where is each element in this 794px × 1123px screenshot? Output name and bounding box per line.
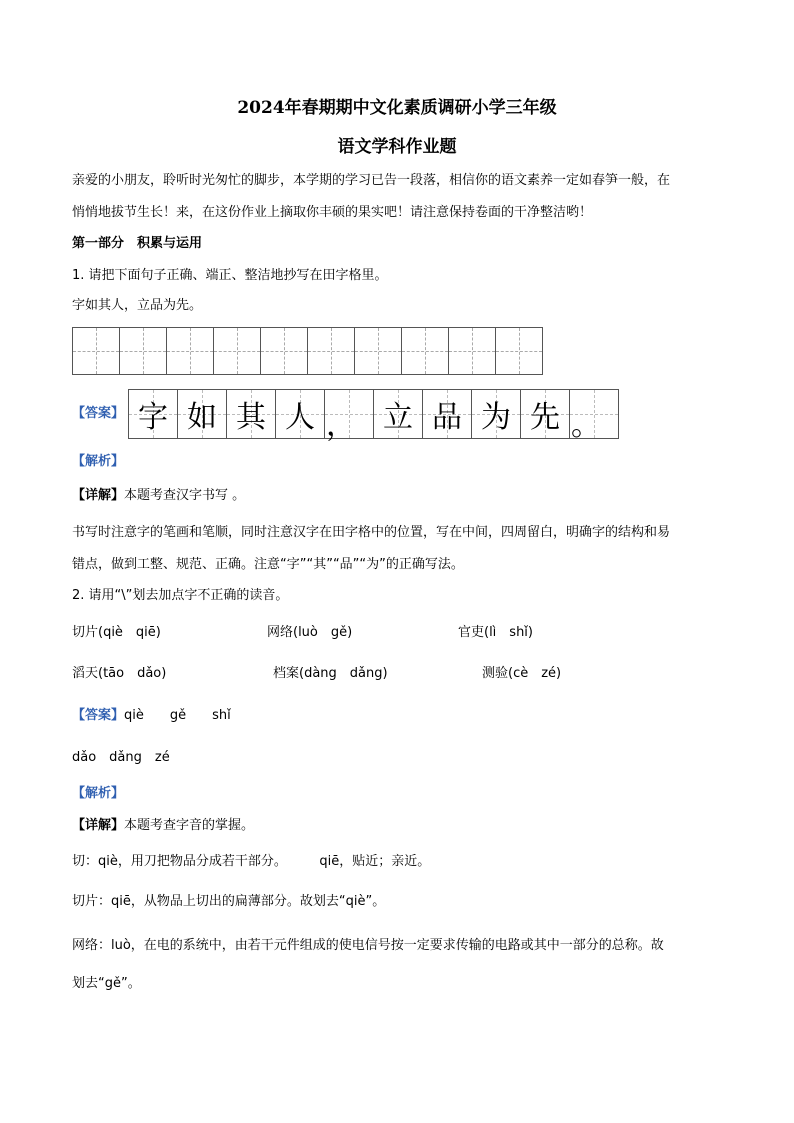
- answer-cell: [226, 389, 276, 439]
- answer-cell: [422, 389, 472, 439]
- grid-cell: [354, 327, 402, 375]
- q2-item-qiepian: 切片(qiè qiē): [72, 625, 161, 640]
- answer-cell: [520, 389, 570, 439]
- grid-cell: [260, 327, 308, 375]
- q2-item-dangan: 档案(dàng dǎng): [273, 666, 388, 681]
- q2-answer-line-1: qiè gě shǐ: [124, 708, 231, 723]
- grid-cell: [72, 327, 120, 375]
- q1-detail-tag: 【详解】: [72, 488, 125, 503]
- q2-item-guanli: 官吏(lì shǐ): [458, 625, 533, 640]
- q1-detail-text: 本题考查汉字书写 。: [124, 488, 246, 503]
- answer-cell: [128, 389, 178, 439]
- grid-cell: [119, 327, 167, 375]
- grid-cell: [213, 327, 261, 375]
- q2-answer-tag: 【答案】: [72, 708, 125, 723]
- intro-line-1: 亲爱的小朋友，聆听时光匆忙的脚步，本学期的学习已告一段落，相信你的语文素养一定如春笋一般，在: [72, 173, 671, 188]
- grid-cell: [448, 327, 496, 375]
- answer-char: 为: [481, 400, 511, 435]
- answer-cell: [373, 389, 423, 439]
- answer-char: 如: [187, 400, 217, 435]
- q1-prompt: 1. 请把下面句子正确、端正、整洁地抄写在田字格里。: [72, 268, 388, 283]
- q2-item-wangluo: 网络(luò gě): [267, 625, 353, 640]
- grid-cell: [495, 327, 543, 375]
- answer-char: 品: [432, 400, 462, 435]
- q2-answer-line-2: dǎo dǎng zé: [72, 750, 170, 765]
- answer-char: 人: [285, 400, 315, 435]
- answer-cell: [471, 389, 521, 439]
- answer-cell: [177, 389, 227, 439]
- answer-cell: [324, 389, 374, 443]
- q2-explain-qie: 切：qiè，用刀把物品分成若干部分。 qiē，贴近；亲近。: [72, 854, 431, 869]
- answer-cell: [569, 389, 619, 443]
- q2-item-ceyan: 测验(cè zé): [482, 666, 562, 681]
- q2-analysis-tag: 【解析】: [72, 786, 125, 801]
- answer-char: ，: [326, 408, 356, 443]
- page-title: 2024年春期期中文化素质调研小学三年级: [237, 98, 557, 118]
- answer-char: 立: [383, 400, 413, 435]
- q1-detail: [72, 486, 245, 506]
- answer-cell: [275, 389, 325, 439]
- q2-answer: [72, 706, 231, 726]
- section-heading: 第一部分 积累与运用: [72, 236, 203, 251]
- q2-explain-qiepian: 切片：qiē，从物品上切出的扁薄部分。故划去“qiè”。: [72, 894, 386, 909]
- q2-detail-tag: 【详解】: [72, 818, 125, 833]
- q2-explain-wangluo-2: 划去“gě”。: [72, 976, 141, 991]
- grid-cell: [166, 327, 214, 375]
- q2-explain-wangluo-1: 网络：luò，在电的系统中，由若干元件组成的使电信号按一定要求传输的电路或其中一部分的总称。故: [72, 938, 664, 953]
- answer-char: 字: [138, 400, 168, 435]
- grid-cell: [307, 327, 355, 375]
- q2-detail-text: 本题考查字音的掌握。: [124, 818, 255, 833]
- page-subtitle: 语文学科作业题: [337, 137, 457, 157]
- q1-analysis-tag: 【解析】: [72, 454, 125, 469]
- grid-cell: [401, 327, 449, 375]
- answer-grid: [128, 389, 619, 443]
- answer-char: 先: [530, 400, 560, 435]
- intro-line-2: 悄悄地拔节生长！来，在这份作业上摘取你丰硕的果实吧！请注意保持卷面的干净整洁哟！: [72, 205, 593, 220]
- writing-grid: [72, 327, 543, 375]
- q1-explanation-1: 书写时注意字的笔画和笔顺，同时注意汉字在田字格中的位置，写在中间，四周留白，明确字的结构和易: [72, 525, 671, 540]
- q2-detail: [72, 816, 254, 836]
- q2-item-taotian: 滔天(tāo dǎo): [72, 666, 167, 681]
- q2-prompt: 2. 请用“\”划去加点字不正确的读音。: [72, 588, 289, 603]
- q1-answer-tag: 【答案】: [72, 406, 125, 421]
- q1-explanation-2: 错点，做到工整、规范、正确。注意“字”“其”“品”“为”的正确写法。: [72, 557, 464, 572]
- answer-char: 。: [571, 408, 601, 443]
- answer-char: 其: [236, 400, 266, 435]
- q1-sentence: 字如其人，立品为先。: [72, 298, 203, 313]
